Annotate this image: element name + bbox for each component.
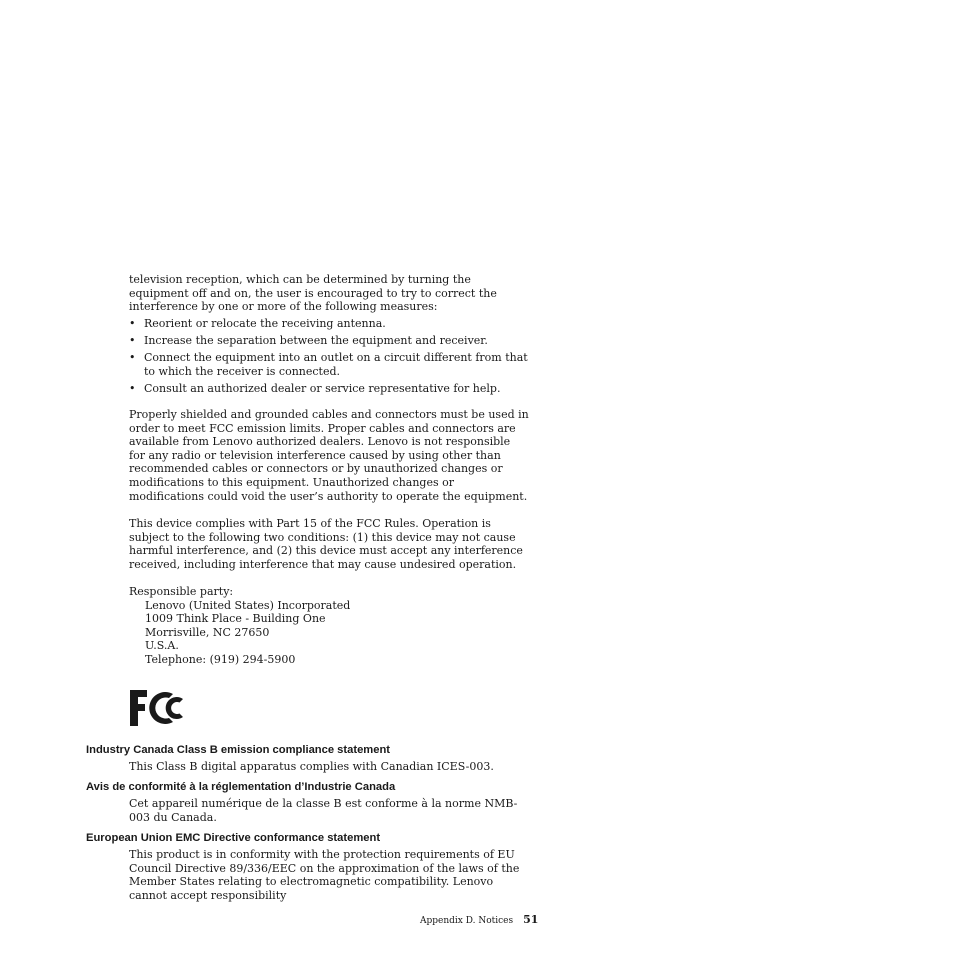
address-line: Lenovo (United States) Incorporated xyxy=(145,598,351,612)
responsible-party-label: Responsible party: xyxy=(129,585,234,598)
list-item: • Increase the separation between the equipment and receiver. xyxy=(129,333,488,347)
fcc-logo-icon xyxy=(129,688,185,728)
address-line: Morrisville, NC 27650 xyxy=(145,625,270,639)
list-item: • Connect the equipment into an outlet on a circuit different from that to which the receiver is connected. xyxy=(129,350,528,378)
eu-directive-text: This product is in conformity with the protection requirements of EU Council Directive 89/336/EEC on the approximation of the laws of the Member States relating to electromagnetic compatibility. Lenovo cannot accept responsibility xyxy=(129,848,520,902)
page-number: 51 xyxy=(523,913,539,926)
page-footer xyxy=(420,914,538,927)
avis-heading: Avis de conformité à la réglementation d’Industrie Canada xyxy=(86,781,396,793)
measures-list xyxy=(129,317,529,399)
footer-section-label: Appendix D. Notices xyxy=(420,916,514,926)
industry-canada-heading: Industry Canada Class B emission compliance statement xyxy=(86,744,391,756)
bullet-icon: • xyxy=(129,333,136,347)
responsible-party-block xyxy=(129,585,529,667)
industry-canada-text: This Class B digital apparatus complies with Canadian ICES-003. xyxy=(129,760,494,773)
avis-text: Cet appareil numérique de la classe B est conforme à la norme NMB-003 du Canada. xyxy=(129,797,518,824)
address-line: U.S.A. xyxy=(145,639,179,653)
bullet-icon: • xyxy=(129,381,136,395)
part15-paragraph: This device complies with Part 15 of the FCC Rules. Operation is subject to the following two conditions: (1) this device may not cause harmful interference, and (2) this device must accept any interference received, including interference that may cause undesired operation. xyxy=(129,517,523,571)
address-line: 1009 Think Place - Building One xyxy=(145,612,326,626)
bullet-icon: • xyxy=(129,350,136,364)
list-item: • Reorient or relocate the receiving antenna. xyxy=(129,317,386,330)
intro-paragraph: television reception, which can be determined by turning the equipment off and on, the user is encouraged to try to correct the interference by one or more of the following measures: xyxy=(129,273,497,314)
telephone-line: Telephone: (919) 294-5900 xyxy=(145,652,296,666)
list-item: • Consult an authorized dealer or service representative for help. xyxy=(129,381,501,395)
bullet-icon: • xyxy=(129,317,136,330)
eu-directive-heading: European Union EMC Directive conformance statement xyxy=(86,832,381,844)
cables-paragraph: Properly shielded and grounded cables and connectors must be used in order to meet FCC emission limits. Proper cables and connectors are available from Lenovo authorized dealers. Lenovo is not responsible for any radio or television interference caused by using other than recommended cables or connectors or by unauthorized changes or modifications to this equipment. Unauthorized changes or modifications could void the user’s authority to operate the equipment. xyxy=(129,408,529,503)
